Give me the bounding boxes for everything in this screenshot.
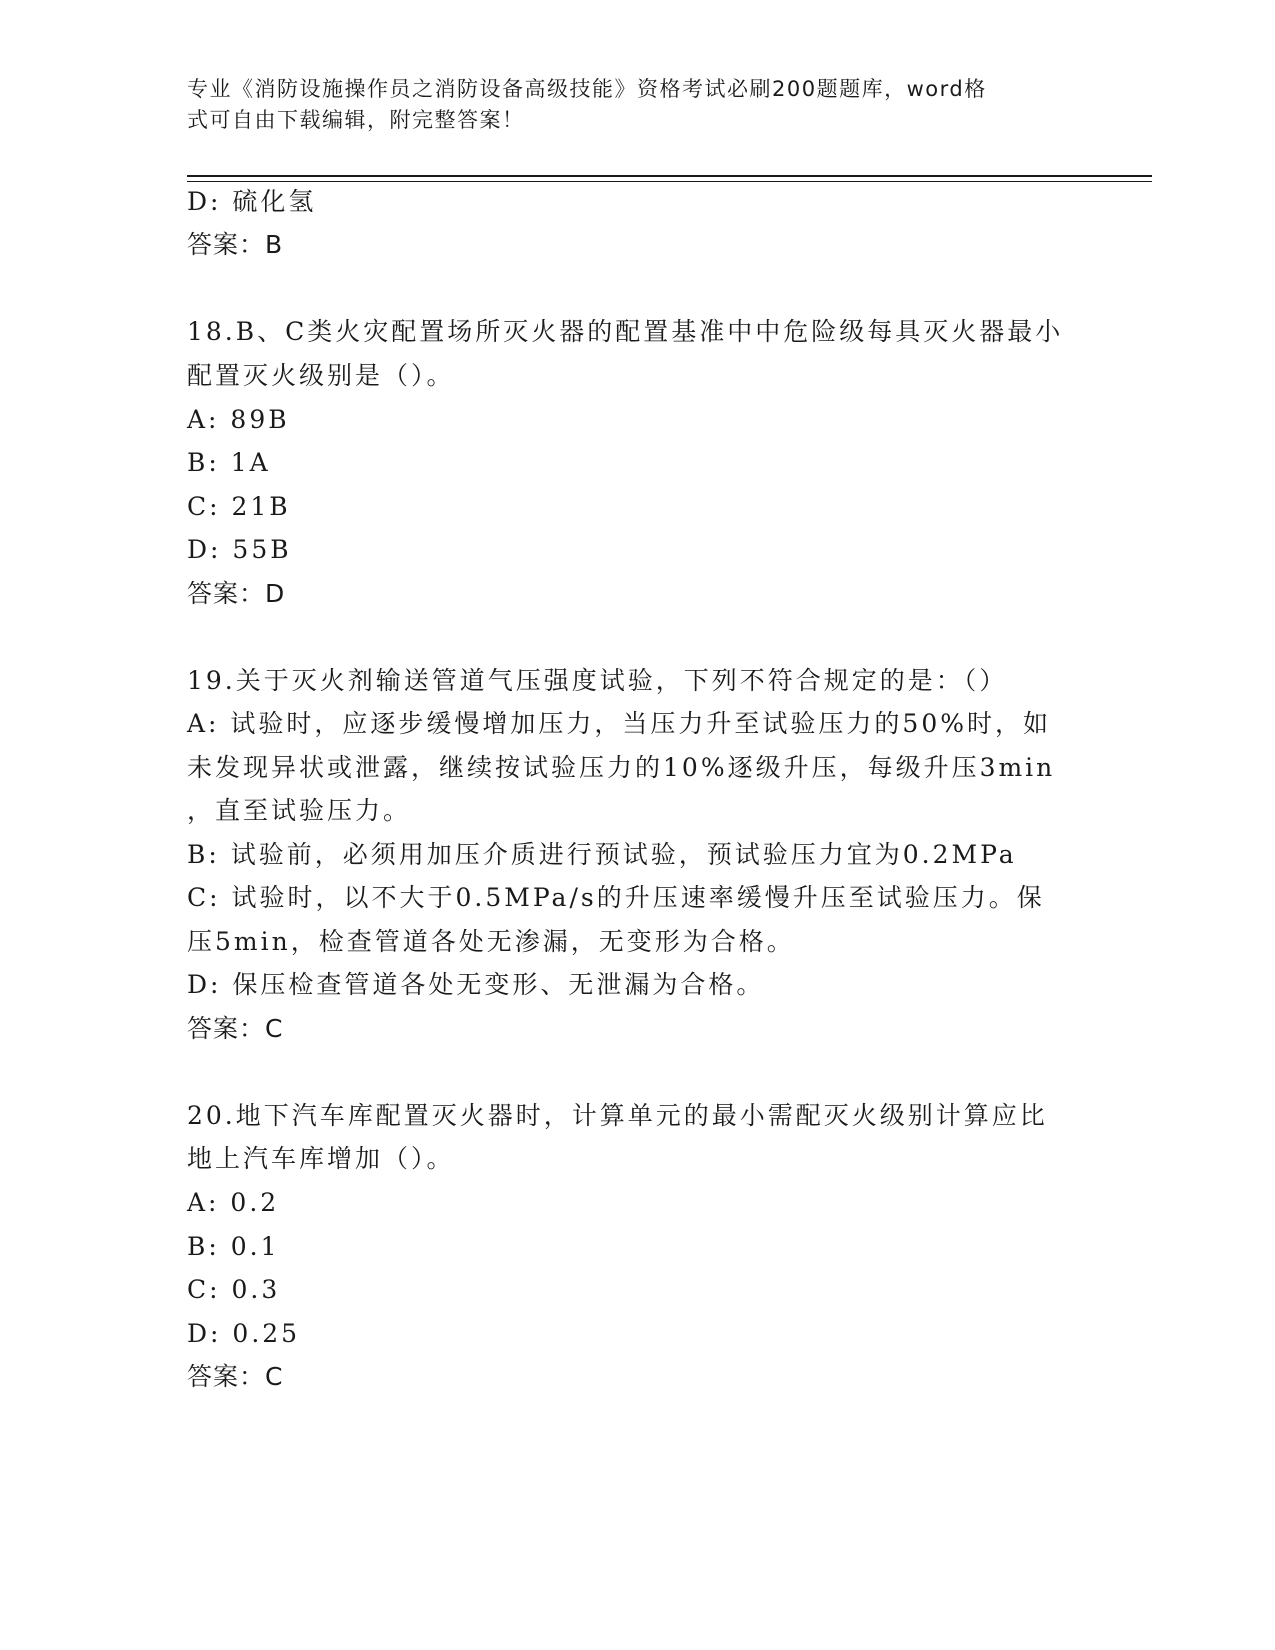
q19-option-c-line-2: 压5min，检查管道各处无渗漏，无变形为合格。 (187, 927, 795, 956)
q18-option-c: C: 21B (187, 492, 291, 521)
q19-option-a-line-1: A: 试验时，应逐步缓慢增加压力，当压力升至试验压力的50%时，如 (187, 709, 1051, 738)
header-divider-thin (187, 181, 1152, 182)
document-header (187, 74, 1067, 136)
q19-question: 19.关于灭火剂输送管道气压强度试验，下列不符合规定的是：（） (187, 666, 1008, 695)
header-line-1: 专业《消防设施操作员之消防设备高级技能》资格考试必刷200题题库，word格 (187, 77, 987, 101)
q20-option-c: C: 0.3 (187, 1275, 281, 1304)
q20-answer: 答案：C (187, 1362, 284, 1391)
q19-option-d: D: 保压检查管道各处无变形、无泄漏为合格。 (187, 970, 765, 999)
q19-answer: 答案：C (187, 1014, 284, 1043)
q20-question-line-1: 20.地下汽车库配置灭火器时，计算单元的最小需配灭火级别计算应比 (187, 1101, 1048, 1130)
q18-answer: 答案：D (187, 579, 286, 608)
q17-option-d: D: 硫化氢 (187, 187, 317, 216)
q18-option-a: A: 89B (187, 405, 290, 434)
q19-option-a-line-2: 未发现异状或泄露，继续按试验压力的10%逐级升压，每级升压3min (187, 753, 1056, 782)
q20-question-line-2: 地上汽车库增加（）。 (187, 1144, 455, 1173)
q18-option-d: D: 55B (187, 535, 292, 564)
q18-question-line-1: 18.B、C类火灾配置场所灭火器的配置基准中中危险级每具灭火器最小 (187, 317, 1064, 346)
q19-option-c-line-1: C: 试验时，以不大于0.5MPa/s的升压速率缓慢升压至试验压力。保 (187, 883, 1045, 912)
q18-option-b: B: 1A (187, 448, 271, 477)
q17-answer: 答案：B (187, 230, 284, 259)
q20-option-b: B: 0.1 (187, 1232, 280, 1261)
q19-option-b: B: 试验前，必须用加压介质进行预试验，预试验压力宜为0.2MPa (187, 840, 1017, 869)
header-divider-thick (187, 175, 1152, 177)
header-line-2: 式可自由下载编辑，附完整答案！ (187, 108, 525, 132)
q19-option-a-line-3: ，直至试验压力。 (187, 796, 412, 825)
q18-question-line-2: 配置灭火级别是（）。 (187, 361, 455, 390)
q20-option-d: D: 0.25 (187, 1319, 301, 1348)
q20-option-a: A: 0.2 (187, 1188, 280, 1217)
